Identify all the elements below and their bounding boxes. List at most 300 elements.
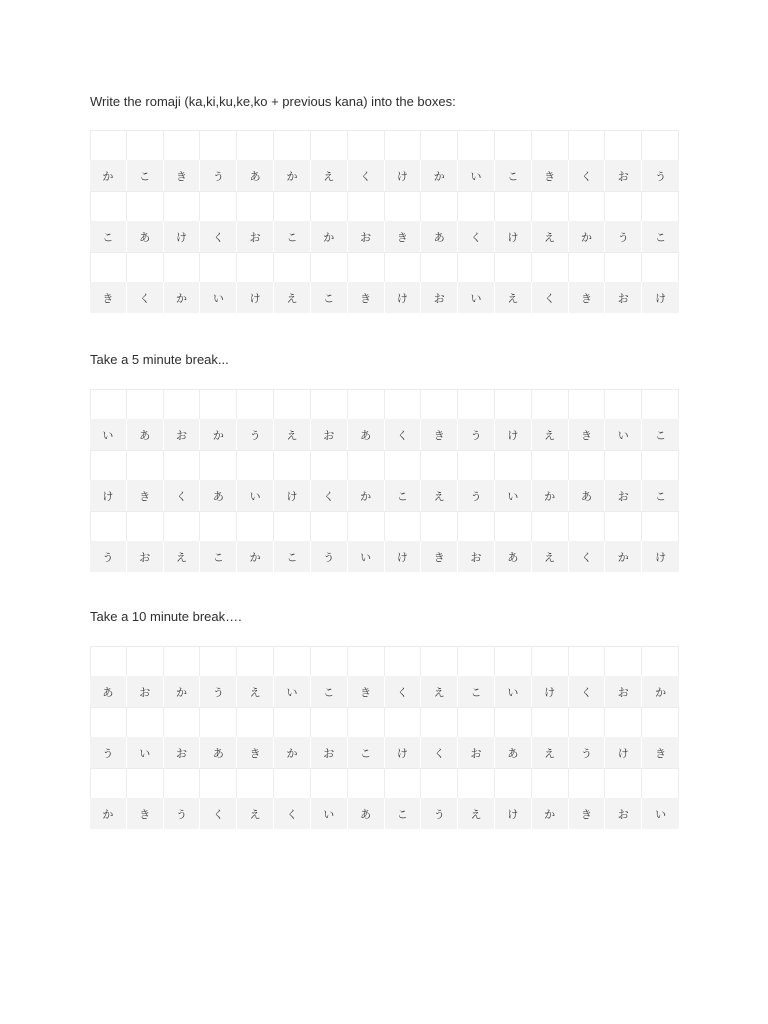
answer-box[interactable] (532, 451, 569, 480)
answer-box[interactable] (164, 769, 201, 798)
answer-row (90, 191, 679, 221)
answer-box[interactable] (90, 512, 127, 541)
kana-cell: こ (348, 737, 385, 768)
kana-cell: か (237, 541, 274, 572)
answer-box[interactable] (200, 647, 237, 676)
kana-cell: い (348, 541, 385, 572)
answer-row (90, 389, 679, 419)
kana-cell: こ (458, 676, 495, 707)
answer-box[interactable] (385, 131, 422, 160)
answer-box[interactable] (605, 451, 642, 480)
answer-box[interactable] (90, 192, 127, 221)
kana-row (90, 419, 679, 450)
answer-box[interactable] (200, 390, 237, 419)
kana-cell: う (200, 676, 237, 707)
answer-box[interactable] (605, 512, 642, 541)
answer-box[interactable] (348, 708, 385, 737)
kana-cell: き (532, 160, 569, 191)
kana-cell: い (495, 480, 532, 511)
kana-cell: お (311, 737, 348, 768)
kana-cell: え (532, 221, 569, 252)
kana-cell: く (569, 160, 606, 191)
kana-row (90, 676, 679, 707)
answer-box[interactable] (127, 451, 164, 480)
kana-cell: け (655, 550, 667, 564)
kana-cell: き (127, 480, 164, 511)
kana-cell: お (237, 221, 274, 252)
answer-box[interactable] (569, 769, 606, 798)
answer-box[interactable] (642, 512, 679, 541)
kana-cell: け (385, 160, 422, 191)
answer-box[interactable] (237, 769, 274, 798)
kana-cell: き (569, 419, 606, 450)
kana-cell: こ (90, 221, 127, 252)
answer-box[interactable] (458, 451, 495, 480)
answer-box[interactable] (385, 769, 422, 798)
kana-cell: か (311, 221, 348, 252)
answer-box[interactable] (421, 131, 458, 160)
kana-cell: け (385, 282, 422, 313)
answer-box[interactable] (495, 390, 532, 419)
answer-box[interactable] (421, 390, 458, 419)
kana-cell: け (495, 798, 532, 829)
kana-cell: え (495, 282, 532, 313)
kana-cell: く (274, 798, 311, 829)
answer-box[interactable] (458, 769, 495, 798)
answer-box[interactable] (532, 192, 569, 221)
kana-cell: こ (385, 480, 422, 511)
kana-cell: あ (348, 798, 385, 829)
kana-cell: え (421, 676, 458, 707)
answer-box[interactable] (532, 253, 569, 282)
kana-cell: い (127, 737, 164, 768)
answer-box[interactable] (605, 131, 642, 160)
answer-box[interactable] (569, 253, 606, 282)
answer-box[interactable] (421, 192, 458, 221)
kana-cell: い (458, 160, 495, 191)
answer-box[interactable] (237, 192, 274, 221)
kana-cell: か (421, 160, 458, 191)
kana-cell: お (348, 221, 385, 252)
answer-box[interactable] (385, 647, 422, 676)
answer-box[interactable] (90, 708, 127, 737)
kana-cell: く (569, 541, 606, 572)
answer-box[interactable] (458, 192, 495, 221)
answer-box[interactable] (385, 192, 422, 221)
answer-box[interactable] (164, 647, 201, 676)
answer-box[interactable] (495, 708, 532, 737)
kana-cell: く (348, 160, 385, 191)
kana-row (90, 541, 679, 572)
answer-box[interactable] (348, 451, 385, 480)
kana-cell: あ (127, 221, 164, 252)
answer-box[interactable] (642, 131, 679, 160)
answer-box[interactable] (164, 708, 201, 737)
answer-box[interactable] (385, 708, 422, 737)
answer-box[interactable] (495, 647, 532, 676)
answer-box[interactable] (458, 253, 495, 282)
answer-box[interactable] (532, 647, 569, 676)
kana-cell: か (200, 419, 237, 450)
answer-box[interactable] (274, 708, 311, 737)
answer-box[interactable] (90, 390, 127, 419)
kana-cell: き (127, 798, 164, 829)
answer-box[interactable] (569, 708, 606, 737)
answer-box[interactable] (532, 769, 569, 798)
answer-box[interactable] (311, 451, 348, 480)
answer-box[interactable] (458, 647, 495, 676)
kana-cell: こ (311, 282, 348, 313)
answer-box[interactable] (274, 451, 311, 480)
kana-cell: か (274, 160, 311, 191)
kana-cell: く (164, 480, 201, 511)
kana-cell: お (605, 798, 642, 829)
answer-box[interactable] (274, 769, 311, 798)
kana-cell: あ (90, 676, 127, 707)
kana-cell: け (90, 480, 127, 511)
answer-box[interactable] (495, 131, 532, 160)
answer-box[interactable] (569, 512, 606, 541)
kana-cell: お (421, 282, 458, 313)
answer-box[interactable] (495, 192, 532, 221)
answer-box[interactable] (421, 647, 458, 676)
kana-cell: く (421, 737, 458, 768)
answer-box[interactable] (164, 253, 201, 282)
answer-box[interactable] (642, 253, 679, 282)
kana-cell: き (90, 282, 127, 313)
answer-box[interactable] (237, 647, 274, 676)
answer-box[interactable] (311, 708, 348, 737)
answer-box[interactable] (200, 769, 237, 798)
kana-cell: お (458, 737, 495, 768)
answer-box[interactable] (237, 390, 274, 419)
kana-cell: お (164, 419, 201, 450)
kana-cell: く (532, 282, 569, 313)
kana-cell: き (237, 737, 274, 768)
answer-box[interactable] (532, 708, 569, 737)
kana-cell: け (274, 480, 311, 511)
section-1-heading: Write the romaji (ka,ki,ku,ke,ko + previous kana) into the boxes: (90, 94, 456, 109)
kana-cell: い (237, 480, 274, 511)
kana-cell: き (348, 282, 385, 313)
kana-cell: か (90, 798, 127, 829)
kana-cell: け (385, 541, 422, 572)
kana-cell: か (605, 541, 642, 572)
kana-cell: け (532, 676, 569, 707)
answer-box[interactable] (348, 131, 385, 160)
answer-box[interactable] (127, 131, 164, 160)
answer-box[interactable] (237, 708, 274, 737)
answer-box[interactable] (642, 647, 679, 676)
answer-box[interactable] (642, 769, 679, 798)
answer-box[interactable] (90, 451, 127, 480)
answer-box[interactable] (274, 192, 311, 221)
kana-cell: く (458, 221, 495, 252)
answer-box[interactable] (237, 131, 274, 160)
answer-box[interactable] (642, 708, 679, 737)
kana-cell: え (164, 541, 201, 572)
kana-cell: う (164, 798, 201, 829)
answer-box[interactable] (90, 253, 127, 282)
kana-cell: い (458, 282, 495, 313)
kana-cell: こ (200, 541, 237, 572)
kana-cell: お (605, 282, 642, 313)
kana-cell: き (421, 419, 458, 450)
answer-box[interactable] (90, 647, 127, 676)
answer-box[interactable] (311, 390, 348, 419)
answer-box[interactable] (605, 647, 642, 676)
answer-box[interactable] (164, 390, 201, 419)
kana-cell: こ (495, 160, 532, 191)
answer-row (90, 646, 679, 676)
answer-box[interactable] (421, 708, 458, 737)
kana-cell: き (348, 676, 385, 707)
answer-box[interactable] (90, 131, 127, 160)
kana-cell: え (274, 282, 311, 313)
kana-row (90, 480, 679, 511)
answer-row (90, 707, 679, 737)
kana-cell: あ (495, 541, 532, 572)
kana-cell: お (605, 480, 642, 511)
kana-cell: お (605, 676, 642, 707)
answer-box[interactable] (127, 512, 164, 541)
answer-row (90, 252, 679, 282)
answer-box[interactable] (421, 512, 458, 541)
kana-cell: こ (655, 428, 667, 442)
answer-box[interactable] (274, 131, 311, 160)
kana-cell: か (655, 685, 667, 699)
answer-box[interactable] (605, 390, 642, 419)
kana-cell: か (348, 480, 385, 511)
kana-cell: き (569, 282, 606, 313)
kana-cell: う (421, 798, 458, 829)
answer-box[interactable] (458, 708, 495, 737)
kana-cell: い (311, 798, 348, 829)
answer-row (90, 768, 679, 798)
kana-cell: か (532, 480, 569, 511)
answer-box[interactable] (495, 253, 532, 282)
kana-cell: う (458, 480, 495, 511)
answer-box[interactable] (495, 769, 532, 798)
answer-box[interactable] (458, 512, 495, 541)
answer-box[interactable] (311, 192, 348, 221)
kana-cell: お (164, 737, 201, 768)
answer-box[interactable] (200, 451, 237, 480)
kana-cell: こ (274, 541, 311, 572)
answer-box[interactable] (569, 131, 606, 160)
kana-cell: こ (127, 160, 164, 191)
answer-box[interactable] (127, 708, 164, 737)
kana-cell: お (127, 541, 164, 572)
kana-cell: け (385, 737, 422, 768)
answer-box[interactable] (311, 131, 348, 160)
kana-cell: く (311, 480, 348, 511)
answer-box[interactable] (164, 192, 201, 221)
answer-box[interactable] (569, 647, 606, 676)
kana-cell: く (200, 221, 237, 252)
answer-box[interactable] (311, 769, 348, 798)
answer-box[interactable] (385, 512, 422, 541)
answer-box[interactable] (164, 451, 201, 480)
answer-box[interactable] (164, 131, 201, 160)
kana-cell: あ (348, 419, 385, 450)
answer-box[interactable] (200, 192, 237, 221)
kana-cell: き (164, 160, 201, 191)
kana-cell: あ (237, 160, 274, 191)
answer-box[interactable] (642, 192, 679, 221)
kana-cell: う (458, 419, 495, 450)
kana-cell: お (311, 419, 348, 450)
answer-box[interactable] (421, 451, 458, 480)
answer-box[interactable] (200, 131, 237, 160)
answer-box[interactable] (421, 769, 458, 798)
answer-row (90, 130, 679, 160)
kana-cell: く (127, 282, 164, 313)
kana-cell: あ (421, 221, 458, 252)
answer-box[interactable] (127, 192, 164, 221)
kana-cell: い (274, 676, 311, 707)
kana-cell: け (655, 291, 667, 305)
kana-cell: う (237, 419, 274, 450)
kana-cell: く (200, 798, 237, 829)
answer-box[interactable] (164, 512, 201, 541)
answer-row (90, 450, 679, 480)
section-2-grid (90, 389, 679, 572)
answer-box[interactable] (127, 390, 164, 419)
answer-box[interactable] (495, 512, 532, 541)
answer-box[interactable] (237, 512, 274, 541)
kana-cell: か (569, 221, 606, 252)
kana-cell: う (90, 737, 127, 768)
answer-box[interactable] (421, 253, 458, 282)
answer-box[interactable] (274, 390, 311, 419)
answer-box[interactable] (605, 769, 642, 798)
answer-box[interactable] (495, 451, 532, 480)
answer-box[interactable] (200, 512, 237, 541)
kana-cell: こ (655, 489, 667, 503)
kana-row (90, 282, 679, 313)
kana-cell: い (90, 419, 127, 450)
answer-box[interactable] (200, 253, 237, 282)
answer-box[interactable] (127, 647, 164, 676)
kana-cell: か (274, 737, 311, 768)
answer-box[interactable] (348, 512, 385, 541)
kana-cell: こ (274, 221, 311, 252)
kana-cell: あ (569, 480, 606, 511)
answer-box[interactable] (274, 647, 311, 676)
kana-cell: う (311, 541, 348, 572)
kana-row (90, 160, 679, 191)
answer-box[interactable] (127, 769, 164, 798)
kana-cell: う (605, 221, 642, 252)
answer-box[interactable] (642, 451, 679, 480)
answer-box[interactable] (605, 192, 642, 221)
section-1-grid (90, 130, 679, 313)
kana-cell: え (311, 160, 348, 191)
kana-cell: あ (200, 480, 237, 511)
answer-box[interactable] (237, 253, 274, 282)
kana-cell: け (605, 737, 642, 768)
answer-box[interactable] (385, 390, 422, 419)
kana-cell: く (569, 676, 606, 707)
kana-cell: か (164, 282, 201, 313)
kana-cell: か (164, 676, 201, 707)
kana-cell: お (458, 541, 495, 572)
answer-box[interactable] (385, 253, 422, 282)
answer-box[interactable] (642, 390, 679, 419)
answer-box[interactable] (127, 253, 164, 282)
kana-cell: あ (200, 737, 237, 768)
answer-box[interactable] (311, 512, 348, 541)
answer-box[interactable] (605, 253, 642, 282)
answer-box[interactable] (569, 390, 606, 419)
answer-box[interactable] (348, 647, 385, 676)
answer-box[interactable] (200, 708, 237, 737)
answer-box[interactable] (569, 451, 606, 480)
kana-cell: お (127, 676, 164, 707)
kana-row (90, 798, 679, 829)
kana-row (90, 221, 679, 252)
answer-box[interactable] (274, 512, 311, 541)
answer-box[interactable] (311, 647, 348, 676)
answer-box[interactable] (311, 253, 348, 282)
kana-cell: あ (495, 737, 532, 768)
kana-cell: こ (311, 676, 348, 707)
answer-box[interactable] (569, 192, 606, 221)
kana-cell: う (200, 160, 237, 191)
kana-cell: き (569, 798, 606, 829)
kana-cell: う (569, 737, 606, 768)
kana-cell: け (495, 221, 532, 252)
kana-cell: い (655, 807, 667, 821)
answer-box[interactable] (458, 131, 495, 160)
answer-box[interactable] (274, 253, 311, 282)
kana-cell: き (385, 221, 422, 252)
answer-box[interactable] (458, 390, 495, 419)
kana-cell: け (495, 419, 532, 450)
answer-box[interactable] (532, 390, 569, 419)
kana-cell: い (200, 282, 237, 313)
kana-cell: お (605, 160, 642, 191)
kana-cell: か (90, 160, 127, 191)
kana-cell: け (164, 221, 201, 252)
answer-box[interactable] (348, 769, 385, 798)
kana-cell: き (655, 746, 667, 760)
answer-box[interactable] (385, 451, 422, 480)
answer-box[interactable] (348, 192, 385, 221)
kana-cell: こ (655, 230, 667, 244)
kana-cell: く (385, 419, 422, 450)
kana-cell: え (458, 798, 495, 829)
answer-box[interactable] (532, 131, 569, 160)
answer-box[interactable] (605, 708, 642, 737)
kana-cell: う (655, 169, 667, 183)
kana-cell: こ (385, 798, 422, 829)
kana-cell: あ (127, 419, 164, 450)
kana-cell: え (421, 480, 458, 511)
answer-box[interactable] (348, 390, 385, 419)
kana-cell: え (532, 541, 569, 572)
kana-cell: け (237, 282, 274, 313)
kana-cell: い (495, 676, 532, 707)
kana-cell: う (90, 541, 127, 572)
answer-box[interactable] (532, 512, 569, 541)
answer-box[interactable] (348, 253, 385, 282)
answer-box[interactable] (90, 769, 127, 798)
kana-cell: く (385, 676, 422, 707)
answer-box[interactable] (237, 451, 274, 480)
kana-row (90, 737, 679, 768)
